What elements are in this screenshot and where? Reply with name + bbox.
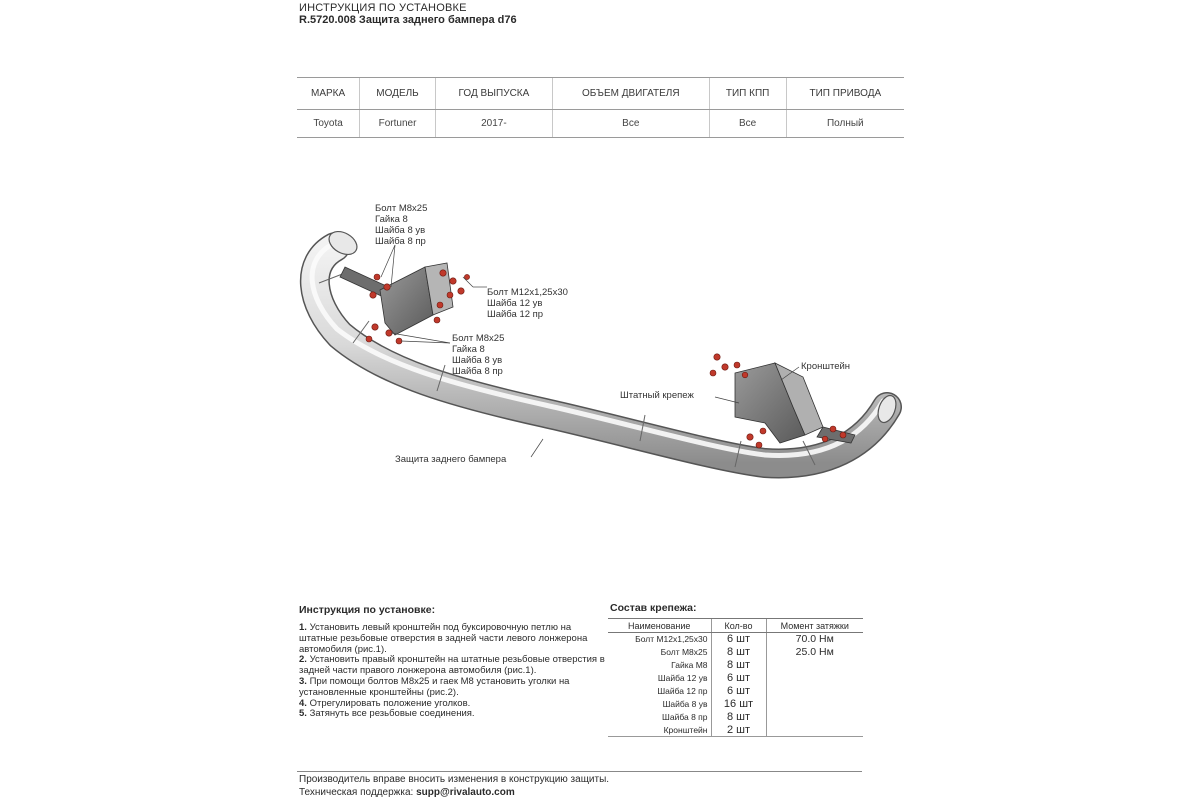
label-low-fasteners: [452, 333, 504, 377]
label-mid-fasteners: [487, 287, 568, 320]
fastener-qty: 8 шт: [711, 659, 766, 672]
support-email-link[interactable]: supp@rivalauto.com: [416, 787, 515, 798]
fastener-name: Шайба 12 ув: [657, 673, 708, 683]
vehicle-header-drive: ТИП ПРИВОДА: [786, 78, 904, 110]
label-bumper: Защита заднего бампера: [395, 454, 507, 465]
instruction-step-number: 1.: [299, 622, 307, 633]
fasteners-table: [608, 618, 863, 737]
fastener-name: Гайка М8: [671, 660, 708, 670]
label-low-washer-spring: Шайба 8 пр: [452, 366, 503, 377]
label-low-washer-wide: Шайба 8 ув: [452, 355, 503, 366]
instruction-step-number: 4.: [299, 697, 307, 709]
label-mid-washer-wide: Шайба 12 ув: [487, 298, 543, 309]
vehicle-header-gearbox: ТИП КПП: [709, 78, 786, 110]
instruction-step-text: При помощи болтов М8х25 и гаек М8 установить уголки на установленные кронштейны (рис.2).: [299, 675, 570, 698]
fastener-torque: [766, 659, 863, 672]
label-low-bolt: Болт М8х25: [452, 333, 505, 344]
label-mount: Штатный крепеж: [620, 390, 694, 401]
label-top-nut: Гайка 8: [375, 214, 408, 225]
fastener-name: Болт М8х25: [660, 647, 708, 657]
vehicle-model: Fortuner: [360, 110, 436, 138]
fastener-name: Шайба 8 пр: [662, 712, 708, 722]
fastener-name: Болт М12х1,25х30: [635, 634, 708, 645]
footer-support-label: Техническая поддержка:: [299, 787, 414, 798]
vehicle-header-engine: ОБЪЕМ ДВИГАТЕЛЯ: [553, 78, 710, 110]
fastener-torque: [766, 724, 863, 737]
footer-disclaimer: Производитель вправе вносить изменения в конструкцию защиты.: [299, 774, 610, 785]
instructions-title: Инструкция по установке:: [299, 604, 436, 616]
label-mid-washer-spring: Шайба 12 пр: [487, 309, 544, 320]
label-low-nut: Гайка 8: [452, 344, 485, 355]
fastener-qty: 6 шт: [711, 633, 766, 646]
vehicle-engine: Все: [553, 110, 710, 138]
fasteners-header-name: Наименование: [608, 619, 711, 633]
fastener-qty: 8 шт: [711, 711, 766, 724]
label-top-fasteners: [375, 203, 427, 247]
vehicle-header-year: ГОД ВЫПУСКА: [435, 78, 552, 110]
fastener-torque: [766, 672, 863, 685]
fastener-qty: 16 шт: [711, 698, 766, 711]
label-top-washer-spring: Шайба 8 пр: [375, 236, 426, 247]
fastener-qty: 6 шт: [711, 685, 766, 698]
table-row: [608, 646, 863, 659]
footer-support: [299, 787, 515, 798]
footer-divider: [297, 771, 862, 772]
instruction-step-text: Затянуть все резьбовые соединения.: [309, 708, 475, 720]
fastener-name: Шайба 12 пр: [657, 686, 708, 696]
fasteners-header-torque: Момент затяжки: [766, 619, 863, 633]
fasteners-title: Состав крепежа:: [610, 602, 697, 614]
table-row: [608, 672, 863, 685]
left-bracket: [380, 267, 433, 335]
instruction-step-text: Установить правый кронштейн на штатные резьбовые отверстия в задней части правого лонжерона автомобиля (рис.1).: [299, 654, 605, 677]
table-row: [608, 659, 863, 672]
fastener-qty: 2 шт: [711, 724, 766, 737]
instruction-step: [299, 709, 609, 720]
vehicle-gearbox: Все: [709, 110, 786, 138]
table-row: [608, 724, 863, 737]
vehicle-drive: Полный: [786, 110, 904, 138]
vehicle-header-model: МОДЕЛЬ: [360, 78, 436, 110]
doc-header-product: R.5720.008 Защита заднего бампера d76: [299, 14, 517, 26]
label-top-washer-wide: Шайба 8 ув: [375, 225, 426, 236]
label-bracket: Кронштейн: [801, 361, 851, 372]
instruction-step: [299, 623, 609, 655]
fastener-torque: [766, 711, 863, 724]
fasteners-header-row: [608, 619, 863, 633]
instruction-step-number: 2.: [299, 654, 307, 666]
instruction-step: [299, 677, 609, 699]
label-mid-bolt: Болт М12х1,25х30: [487, 287, 568, 298]
doc-header-title: ИНСТРУКЦИЯ ПО УСТАНОВКЕ: [299, 2, 467, 14]
vehicle-make: Toyota: [297, 110, 360, 138]
vehicle-table: [297, 77, 904, 138]
assembly-drawing: [295, 195, 905, 495]
fastener-name: Кронштейн: [608, 724, 711, 737]
table-row: [608, 633, 863, 646]
vehicle-year: 2017-: [435, 110, 552, 138]
label-top-bolt: Болт М8х25: [375, 203, 428, 214]
instruction-step: [299, 655, 609, 677]
instruction-step-number: 5.: [299, 708, 307, 720]
instructions-list: [299, 623, 609, 720]
fasteners-header-qty: Кол-во: [711, 619, 766, 633]
fastener-qty: 6 шт: [711, 672, 766, 685]
vehicle-table-header-row: [297, 78, 904, 110]
fastener-torque: 70.0 Нм: [766, 633, 863, 646]
instruction-step-text: Отрегулировать положение уголков.: [309, 697, 471, 709]
fastener-torque: 25.0 Нм: [766, 646, 863, 659]
table-row: [608, 711, 863, 724]
vehicle-table-row: [297, 110, 904, 138]
fastener-name: Шайба 8 ув: [662, 699, 708, 709]
table-row: [608, 685, 863, 698]
vehicle-header-make: МАРКА: [297, 78, 360, 110]
instruction-step-text: Установить левый кронштейн под буксировочную петлю на штатные резьбовые отверстия в задней части левого лонжерона автомобиля (рис.1).: [299, 622, 588, 655]
fastener-torque: [766, 685, 863, 698]
table-row: [608, 698, 863, 711]
instruction-step-number: 3.: [299, 675, 307, 687]
fastener-qty: 8 шт: [711, 646, 766, 659]
fastener-torque: [766, 698, 863, 711]
